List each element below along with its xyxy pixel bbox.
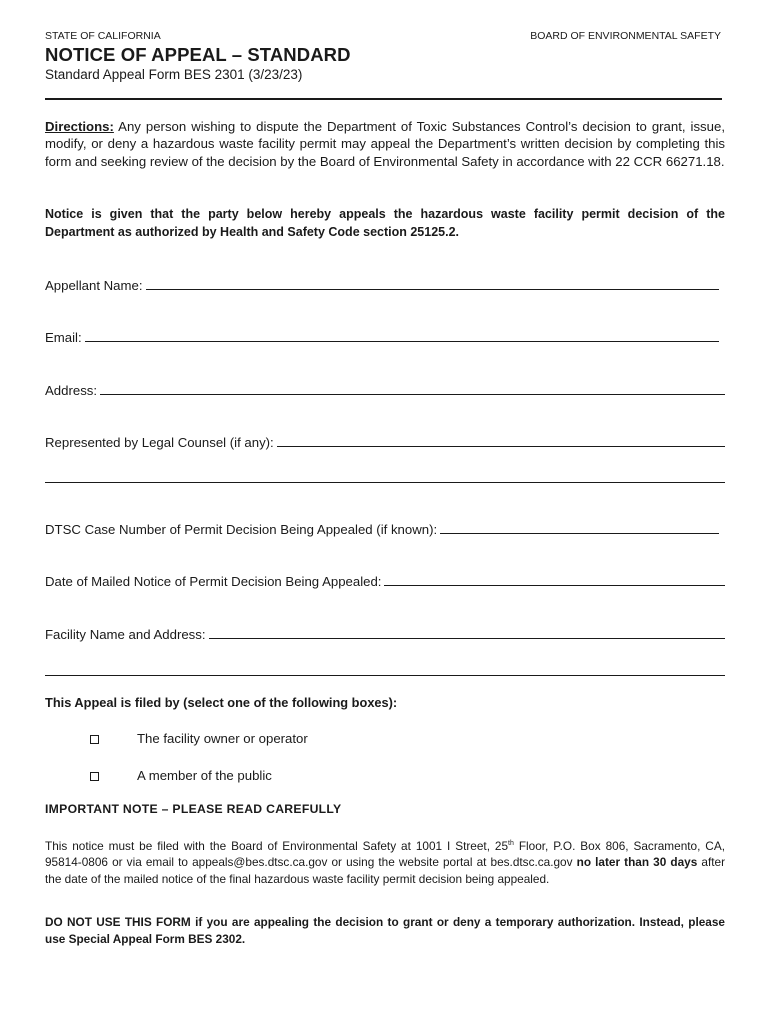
case-number-label: DTSC Case Number of Permit Decision Being Appealed (if known): bbox=[45, 522, 438, 537]
legal-counsel-label: Represented by Legal Counsel (if any): bbox=[45, 435, 274, 450]
filed-by-heading: This Appeal is filed by (select one of the following boxes): bbox=[45, 695, 398, 710]
appellant-name-line[interactable] bbox=[146, 277, 720, 290]
directions-paragraph bbox=[45, 118, 725, 170]
important-note-heading: IMPORTANT NOTE – PLEASE READ CAREFULLY bbox=[45, 802, 342, 816]
option-owner-operator-label: The facility owner or operator bbox=[137, 731, 308, 746]
header-divider bbox=[45, 98, 722, 100]
email-field[interactable] bbox=[45, 327, 719, 345]
legal-counsel-continuation-line[interactable] bbox=[45, 482, 725, 483]
email-line[interactable] bbox=[85, 329, 719, 342]
filing-text-2: Floor, P.O. Box 806, Sacramento, CA, 95814-0806 or via email to appeals@bes.dtsc.ca.gov or using the website portal at bes.dtsc.ca.gov bbox=[45, 838, 725, 870]
option-member-public[interactable] bbox=[90, 768, 272, 783]
directions-text: Any person wishing to dispute the Department of Toxic Substances Control’s decision to grant, issue, modify, or deny a hazardous waste facility permit may appeal the Department’s written decision by completing this form and seeking review of the decision by the Board of Environmental Safety in accordance with 22 CCR 66271.18. bbox=[45, 119, 725, 169]
do-not-use-text: if you are appealing the decision to grant or deny a temporary authorization. Instead, please use Special Appeal Form BES 2302. bbox=[45, 915, 725, 946]
form-subtitle: Standard Appeal Form BES 2301 (3/23/23) bbox=[45, 67, 303, 82]
directions-label: Directions: bbox=[45, 119, 114, 134]
form-title: NOTICE OF APPEAL – STANDARD bbox=[45, 44, 351, 65]
notice-paragraph: Notice is given that the party below hereby appeals the hazardous waste facility permit decision of the Department as authorized by Health and Safety Code section 25125.2. bbox=[45, 207, 725, 239]
do-not-use-lead: DO NOT USE THIS FORM bbox=[45, 915, 191, 929]
mailed-date-field[interactable] bbox=[45, 571, 725, 589]
state-label: STATE OF CALIFORNIA bbox=[45, 30, 161, 42]
address-line[interactable] bbox=[100, 382, 725, 395]
checkbox-member-public[interactable] bbox=[90, 772, 99, 781]
legal-counsel-field[interactable] bbox=[45, 432, 725, 450]
do-not-use-paragraph bbox=[45, 914, 725, 947]
case-number-line[interactable] bbox=[440, 521, 719, 534]
appellant-name-field[interactable] bbox=[45, 275, 719, 293]
option-owner-operator[interactable] bbox=[90, 731, 308, 746]
address-label: Address: bbox=[45, 383, 98, 398]
mailed-date-label: Date of Mailed Notice of Permit Decision Being Appealed: bbox=[45, 574, 382, 589]
address-field[interactable] bbox=[45, 380, 725, 398]
filing-text-1: This notice must be filed with the Board of Environmental Safety at 1001 I Street, 25 bbox=[45, 838, 509, 853]
facility-label: Facility Name and Address: bbox=[45, 627, 206, 642]
filing-deadline: no later than 30 days bbox=[576, 855, 698, 870]
email-label: Email: bbox=[45, 330, 82, 345]
checkbox-owner-operator[interactable] bbox=[90, 735, 99, 744]
facility-continuation-line[interactable] bbox=[45, 675, 725, 676]
facility-field[interactable] bbox=[45, 624, 725, 642]
filing-text-3: after the date of the mailed notice of the final hazardous waste facility permit decision being appealed. bbox=[45, 855, 725, 886]
board-label: BOARD OF ENVIRONMENTAL SAFETY bbox=[530, 30, 721, 42]
important-note-paragraph bbox=[45, 836, 725, 887]
case-number-field[interactable] bbox=[45, 519, 719, 537]
mailed-date-line[interactable] bbox=[384, 573, 725, 586]
appellant-name-label: Appellant Name: bbox=[45, 278, 143, 293]
option-member-public-label: A member of the public bbox=[137, 768, 272, 783]
filing-superscript: th bbox=[508, 840, 514, 847]
facility-line[interactable] bbox=[209, 626, 725, 639]
legal-counsel-line[interactable] bbox=[277, 434, 725, 447]
